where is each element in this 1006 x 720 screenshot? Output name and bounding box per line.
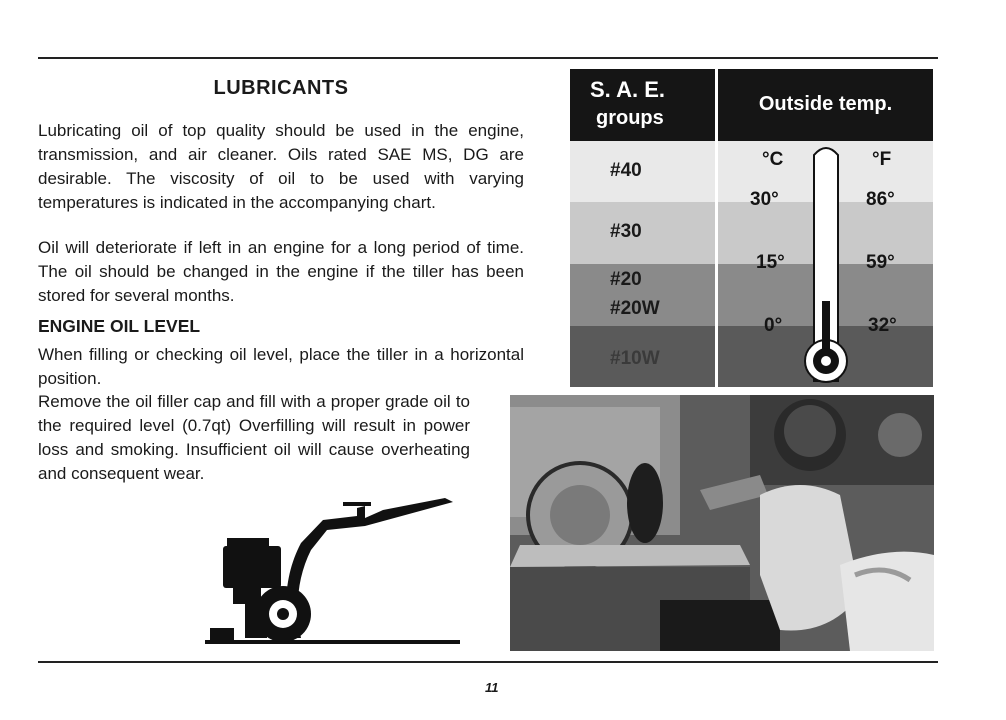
subsection-title: ENGINE OIL LEVEL	[38, 316, 201, 336]
temp-header	[718, 69, 933, 141]
lubricants-paragraph-2: Oil will deteriorate if left in an engine for a long period of time. The oil should be changed in the engine if the tiller has been stored for several months.	[38, 238, 524, 305]
group-label: #40	[610, 160, 642, 181]
celsius-tick: 30°	[750, 189, 779, 210]
groups-header	[570, 69, 715, 141]
fahrenheit-tick: 86°	[866, 189, 895, 210]
outside-temp-label: Outside temp.	[758, 93, 893, 115]
group-label: #30	[610, 221, 642, 242]
celsius-tick: 0°	[764, 315, 783, 336]
page-number: 11	[485, 680, 499, 695]
celsius-unit: °C	[762, 149, 784, 170]
lubricants-paragraph-1: Lubricating oil of top quality should be used in the engine, transmission, and air cleaner. Oils rated SAE MS, DG are desirable. The viscosity of oil to be used with varying temperatures is indicated in the accompanying chart.	[38, 121, 524, 212]
oil-filling-photo	[510, 395, 934, 651]
groups-label: groups	[596, 107, 664, 129]
fahrenheit-unit: °F	[872, 149, 892, 170]
thermometer-icon	[798, 141, 854, 387]
group-label: #10W	[610, 348, 660, 369]
sae-label: S. A. E.	[590, 77, 665, 102]
section-title: LUBRICANTS	[213, 77, 349, 99]
fahrenheit-tick: 59°	[866, 252, 895, 273]
fahrenheit-tick: 32°	[868, 315, 897, 336]
oil-level-paragraph-1: When filling or checking oil level, place the tiller in a horizontal position.	[38, 345, 524, 388]
sae-viscosity-chart	[570, 69, 933, 387]
top-rule	[38, 57, 938, 59]
column-divider	[715, 141, 718, 387]
oil-level-paragraph-2: Remove the oil filler cap and fill with a proper grade oil to the required level (0.7qt) Overfilling will result in power loss and smoking. Insufficient oil will cause overheating and consequent wear.	[38, 392, 470, 483]
tiller-illustration	[205, 488, 460, 648]
celsius-tick: 15°	[756, 252, 785, 273]
group-label: #20W	[610, 298, 660, 319]
bottom-rule	[38, 661, 938, 663]
group-label: #20	[610, 269, 642, 290]
